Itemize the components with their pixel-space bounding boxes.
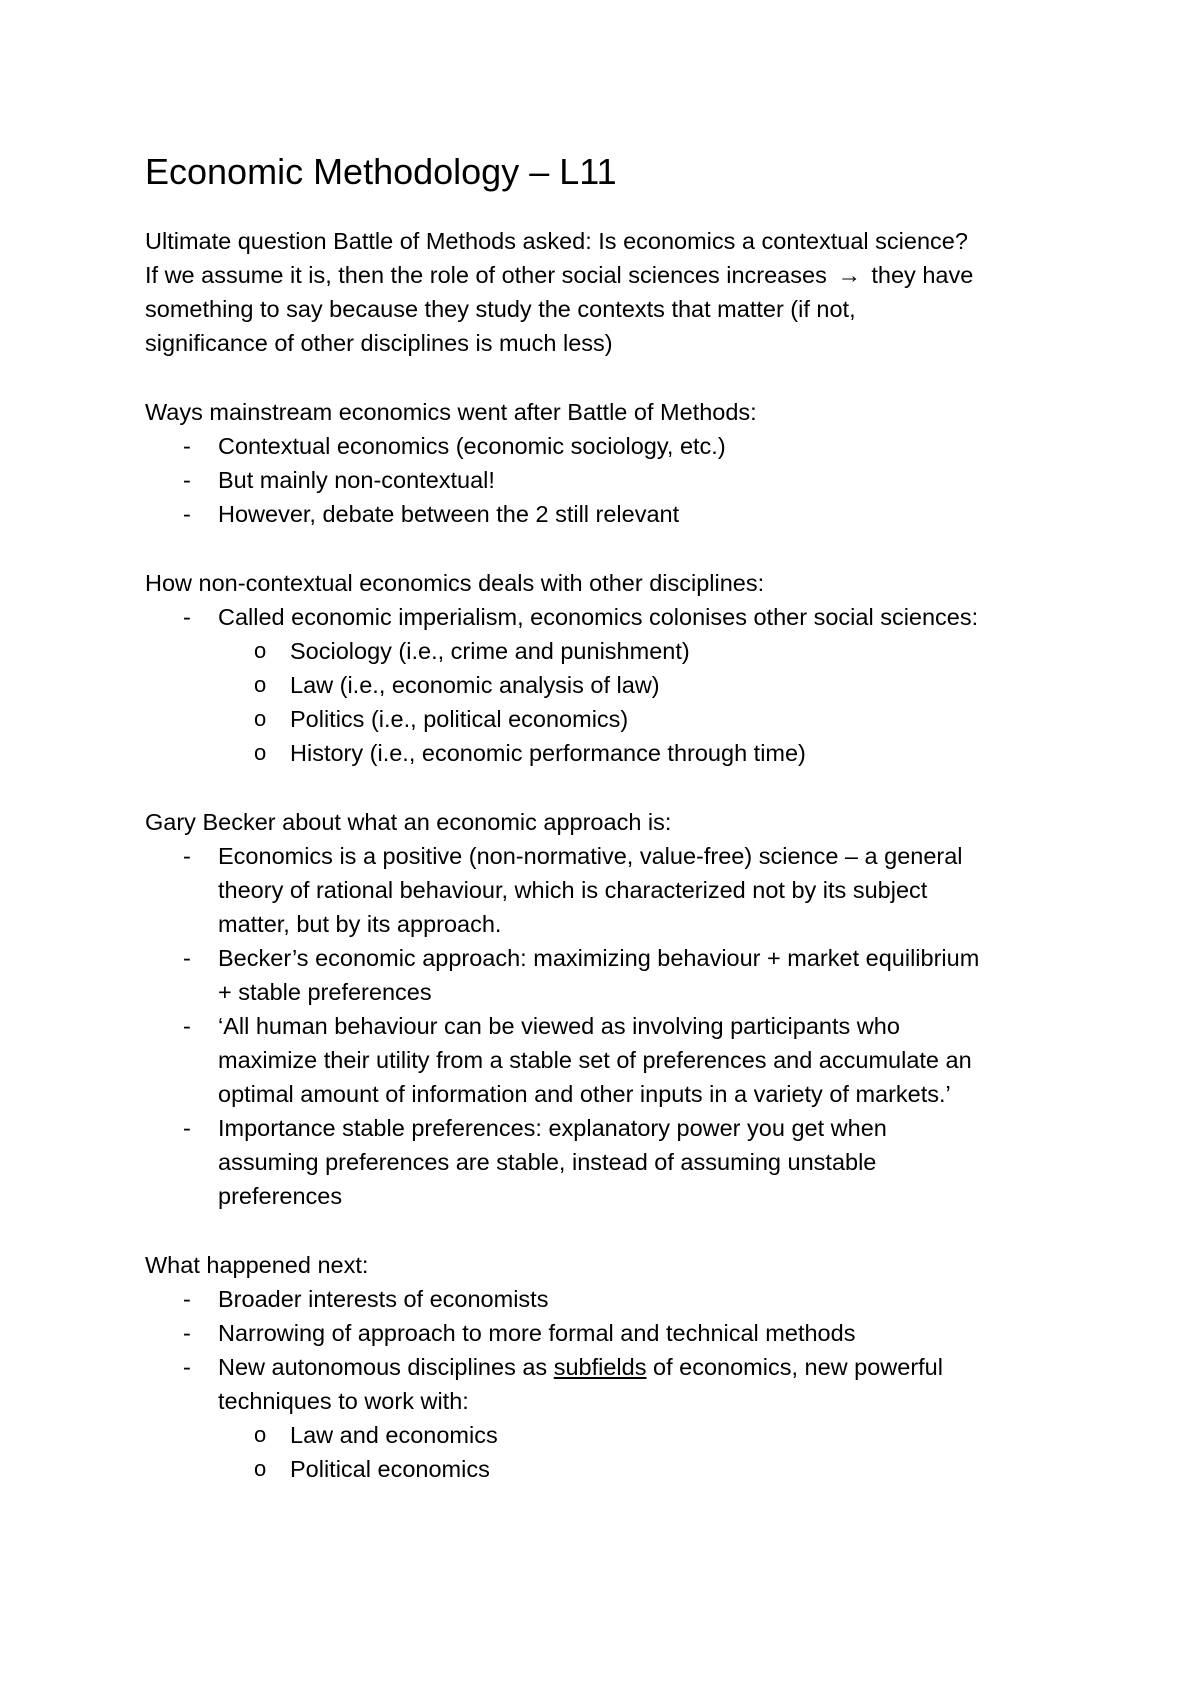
how-bullet-1: Called economic imperialism, economics colonises other social sciences: [218,604,979,630]
circle-bullet: o [254,1422,267,1447]
page-title: Economic Methodology – L11 [145,151,617,192]
ways-bullet-2: But mainly non-contextual! [218,467,495,493]
ways-bullet-1: Contextual economics (economic sociology, etc.) [218,433,726,459]
circle-bullet: o [254,1456,267,1481]
next-sub-2: Political economics [290,1456,490,1482]
next-heading: What happened next: [145,1252,369,1278]
next-bullet-3-line-2: techniques to work with: [218,1388,469,1414]
becker-bullet-2-line-2: + stable preferences [218,979,432,1005]
becker-bullet-4-line-2: assuming preferences are stable, instead of assuming unstable [218,1149,877,1175]
next-sub-1: Law and economics [290,1422,498,1448]
dash-bullet: - [183,433,191,459]
dash-bullet: - [183,467,191,493]
becker-bullet-1-line-1: Economics is a positive (non-normative, value-free) science – a general [218,843,963,869]
circle-bullet: o [254,638,267,663]
next-bullet-3-text-b: of economics, new powerful [653,1354,943,1380]
dash-bullet: - [183,1286,191,1312]
dash-bullet: - [183,604,191,630]
dash-bullet: - [183,1013,191,1039]
next-bullet-3-line-1 [218,1350,943,1384]
intro-line-2 [145,258,973,292]
intro-line-1: Ultimate question Battle of Methods asked: Is economics a contextual science? [145,228,968,254]
becker-bullet-3-line-2: maximize their utility from a stable set of preferences and accumulate an [218,1047,972,1073]
becker-bullet-4-line-1: Importance stable preferences: explanatory power you get when [218,1115,887,1141]
becker-bullet-1-line-3: matter, but by its approach. [218,911,502,937]
becker-bullet-3-line-1: ‘All human behaviour can be viewed as involving participants who [218,1013,900,1039]
how-sub-4: History (i.e., economic performance through time) [290,740,806,766]
ways-heading: Ways mainstream economics went after Battle of Methods: [145,399,757,425]
how-heading: How non-contextual economics deals with other disciplines: [145,570,765,596]
dash-bullet: - [183,501,191,527]
dash-bullet: - [183,1320,191,1346]
becker-bullet-2-line-1: Becker’s economic approach: maximizing behaviour + market equilibrium [218,945,980,971]
dash-bullet: - [183,843,191,869]
intro-line-2-text: If we assume it is, then the role of other social sciences increases [145,262,827,288]
dash-bullet: - [183,945,191,971]
dash-bullet: - [183,1354,191,1380]
intro-line-3: something to say because they study the contexts that matter (if not, [145,296,856,322]
next-bullet-1: Broader interests of economists [218,1286,549,1312]
intro-line-4: significance of other disciplines is much less) [145,330,613,356]
how-sub-2: Law (i.e., economic analysis of law) [290,672,660,698]
how-sub-1: Sociology (i.e., crime and punishment) [290,638,690,664]
becker-bullet-4-line-3: preferences [218,1183,343,1209]
circle-bullet: o [254,740,267,765]
next-bullet-2: Narrowing of approach to more formal and technical methods [218,1320,856,1346]
becker-bullet-1-line-2: theory of rational behaviour, which is characterized not by its subject [218,877,928,903]
dash-bullet: - [183,1115,191,1141]
circle-bullet: o [254,706,267,731]
right-arrow-icon: → [837,262,861,288]
intro-line-2-end: they have [871,262,974,288]
how-sub-3: Politics (i.e., political economics) [290,706,629,732]
ways-bullet-3: However, debate between the 2 still relevant [218,501,680,527]
next-bullet-3-text-a: New autonomous disciplines as [218,1354,548,1380]
becker-bullet-3-line-3: optimal amount of information and other inputs in a variety of markets.’ [218,1081,951,1107]
subfields-underlined: subfields [553,1354,647,1380]
circle-bullet: o [254,672,267,697]
becker-heading: Gary Becker about what an economic approach is: [145,809,672,835]
